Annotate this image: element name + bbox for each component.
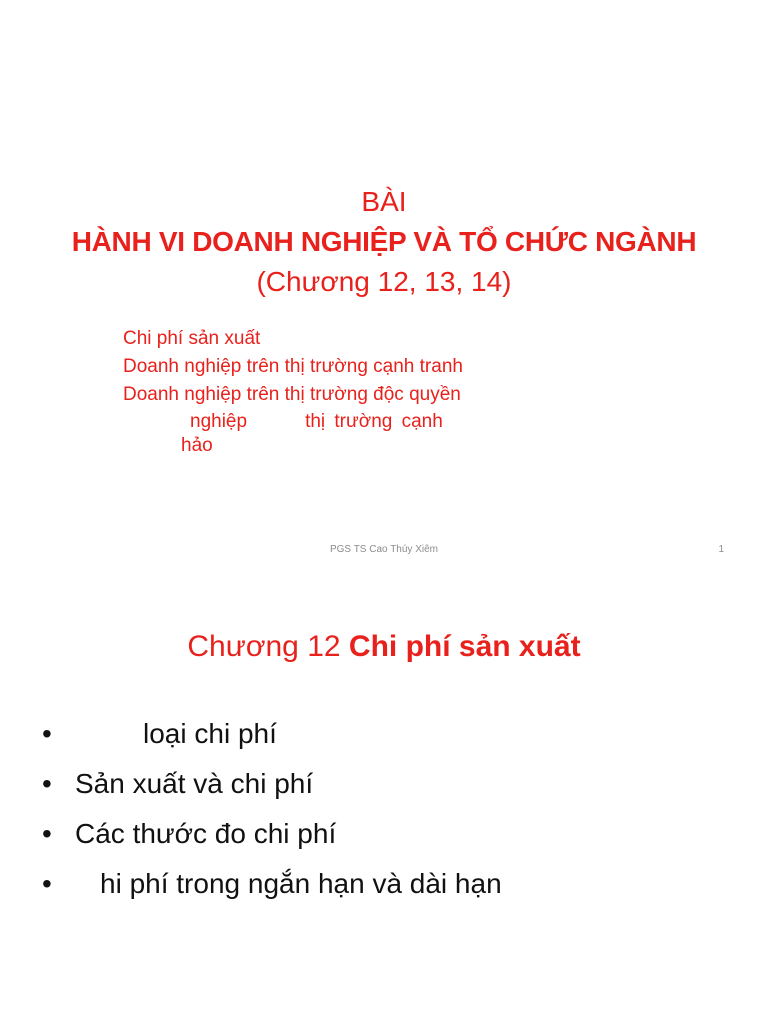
bullet-item	[42, 868, 502, 900]
bullet-text: Các thước đo chi phí	[75, 818, 337, 849]
bullet-dot: •	[42, 868, 52, 899]
chapter-title-prefix: Chương 12	[187, 630, 349, 663]
bullet-item	[42, 768, 313, 800]
chapter-title	[0, 630, 768, 664]
bullet-dot: •	[42, 768, 52, 799]
bullet-text: hi phí trong ngắn hạn và dài hạn	[100, 868, 502, 899]
slide-2	[0, 576, 768, 1024]
topic-item: Chi phí sản xuất	[123, 328, 261, 349]
bullet-dot: •	[42, 718, 52, 749]
title-main: HÀNH VI DOANH NGHIỆP VÀ TỔ CHỨC NGÀNH	[71, 226, 697, 257]
overflow-text-line-1	[190, 411, 443, 433]
overflow-text-line-2: hảo	[181, 435, 213, 456]
topic-item: Doanh nghiệp trên thị trường cạnh tranh	[123, 356, 463, 377]
chapter-title-bold: Chi phí sản xuất	[348, 630, 581, 663]
bullet-text: Sản xuất và chi phí	[75, 768, 314, 799]
footer-author: PGS TS Cao Thúy Xiêm	[329, 544, 438, 555]
overflow-word-b: thị trường cạnh	[305, 411, 443, 432]
title-chapters: (Chương 12, 13, 14)	[256, 266, 512, 297]
title-bai: BÀI	[361, 186, 407, 217]
topic-item: Doanh nghiệp trên thị trường độc quyền	[123, 384, 461, 405]
bullet-text: loại chi phí	[143, 718, 277, 749]
bullet-item	[42, 718, 277, 750]
overflow-word-a: nghiệp	[190, 411, 248, 432]
footer-page-number: 1	[718, 544, 724, 555]
bullet-dot: •	[42, 818, 52, 849]
bullet-item	[42, 818, 336, 850]
